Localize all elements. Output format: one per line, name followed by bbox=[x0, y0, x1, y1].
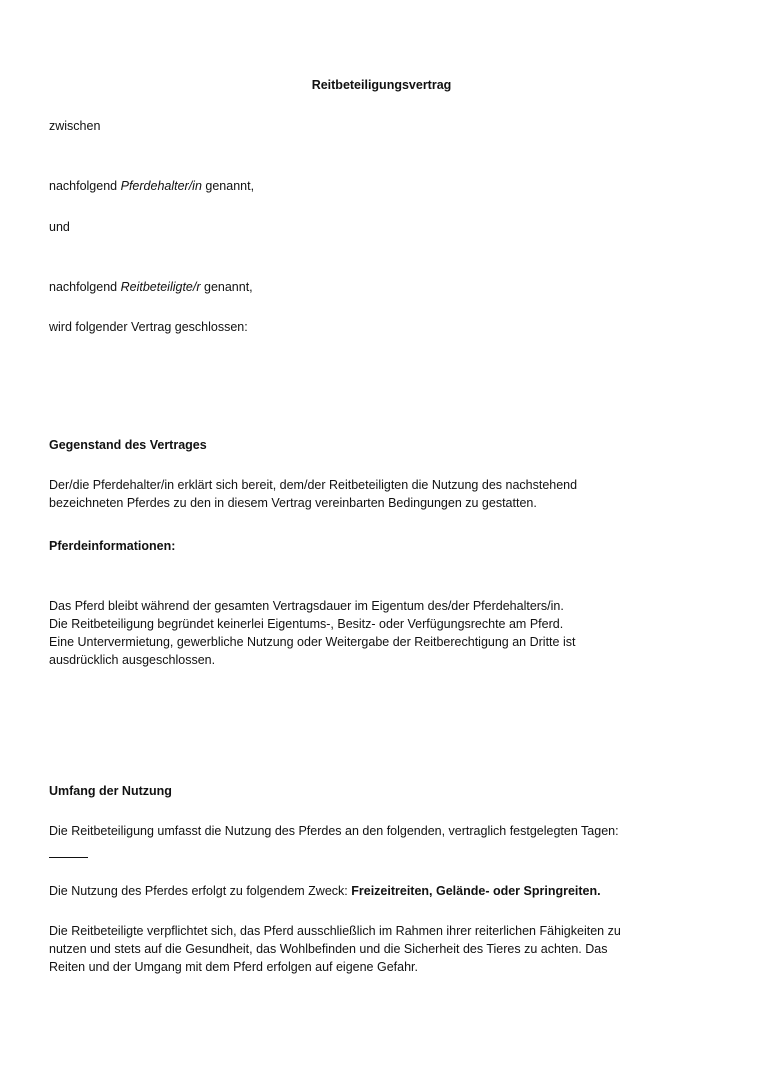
ownership-paragraph: Das Pferd bleibt während der gesamten Vertragsdauer im Eigentum des/der Pferdehalters/in. Die Reitbeteiligung begründet keinerlei Eigentums-, Besitz- oder Verfügungsrechte am Pferd. Eine Untervermietung, gewerbliche Nutzung oder Weitergabe der Reitberechtigung an Dritte ist ausdrücklich ausgeschlossen. bbox=[49, 599, 576, 667]
rider-role: Reitbeteiligte/r bbox=[120, 280, 201, 294]
duty-paragraph: Die Reitbeteiligte verpflichtet sich, das Pferd ausschließlich im Rahmen ihrer reiterlichen Fähigkeiten zu nutzen und stets auf die Gesundheit, das Wohlbefinden und die Sicherheit des Tieres zu achten. Das Reiten und der Umgang mit dem Pferd erfolgen auf eigene Gefahr. bbox=[49, 924, 621, 974]
subject-paragraph: Der/die Pferdehalter/in erklärt sich bereit, dem/der Reitbeteiligten die Nutzung des nachstehend bezeichneten Pferdes zu den in diesem Vertrag vereinbarten Bedingungen zu gestatten. bbox=[49, 478, 578, 510]
days-text: Die Reitbeteiligung umfasst die Nutzung des Pferdes an den folgenden, vertraglich festgelegten Tagen: bbox=[49, 824, 619, 838]
purpose-text: Die Nutzung des Pferdes erfolgt zu folgendem Zweck: Freizeitreiten, Gelände- oder Springreiten. bbox=[49, 884, 601, 898]
and-text: und bbox=[49, 220, 70, 234]
horse-info-heading: Pferdeinformationen: bbox=[49, 539, 176, 553]
owner-role: Pferdehalter/in bbox=[120, 179, 202, 193]
purpose-value: Freizeitreiten, Gelände- oder Springreiten. bbox=[351, 884, 601, 898]
days-blank-line bbox=[49, 857, 88, 858]
owner-designation: nachfolgend Pferdehalter/in genannt, bbox=[49, 179, 255, 193]
rider-designation: nachfolgend Reitbeteiligte/r genannt, bbox=[49, 280, 253, 294]
between-text: zwischen bbox=[49, 119, 101, 133]
section-heading-subject: Gegenstand des Vertrages bbox=[49, 438, 207, 452]
section-heading-usage: Umfang der Nutzung bbox=[49, 784, 172, 798]
closing-text: wird folgender Vertrag geschlossen: bbox=[49, 320, 248, 334]
document-title: Reitbeteiligungsvertrag bbox=[311, 78, 452, 92]
